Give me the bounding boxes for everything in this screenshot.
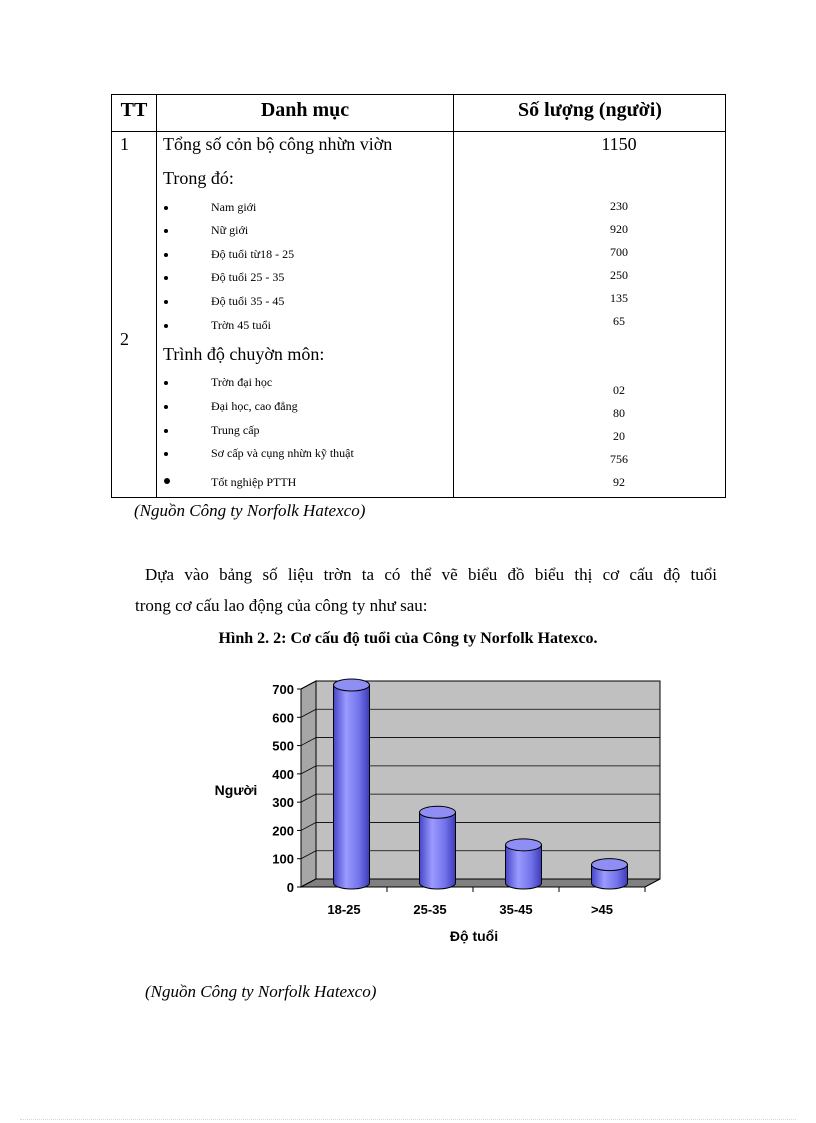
bar-top: [420, 806, 456, 818]
list-item-value: 135: [610, 291, 628, 305]
header-quantity: Số lượng (người): [518, 99, 662, 121]
list-item-label: Độ tuổi từ18 - 25: [211, 247, 295, 261]
x-tick-label: 25-35: [413, 902, 447, 917]
x-tick-label: >45: [590, 902, 614, 917]
y-tick-label: 300: [272, 795, 294, 811]
bar-body: [420, 812, 456, 889]
x-tick-label: 35-45: [499, 902, 533, 917]
bar-top: [592, 859, 628, 871]
bar->45: [592, 859, 628, 889]
list-item-value: 80: [613, 406, 625, 420]
table-source-note: (Nguồn Công ty Norfolk Hatexco): [134, 501, 366, 520]
y-tick-label: 200: [272, 823, 294, 839]
list-item-value: 92: [613, 475, 625, 489]
list-item-label: Trờn 45 tuổi: [211, 318, 271, 332]
bar-body: [334, 685, 370, 889]
row1-tt: 1: [120, 134, 129, 154]
list-item-label: Sơ cấp và cụng nhừn kỹ thuật: [211, 446, 354, 460]
y-tick-label: 500: [272, 738, 294, 754]
x-axis-title: Độ tuổi: [449, 928, 499, 944]
plot-side-wall: [301, 681, 316, 887]
bar-25-35: [420, 806, 456, 889]
row2-tt: 2: [120, 329, 129, 349]
x-tick-label: 18-25: [327, 902, 361, 917]
list-item-value: 230: [610, 199, 628, 213]
y-tick-label: 700: [272, 682, 294, 697]
list-item-value: 02: [613, 383, 625, 397]
list-item-value: 250: [610, 268, 628, 282]
chart-source-note: (Nguồn Công ty Norfolk Hatexco): [145, 982, 377, 1001]
page-bottom-border: [20, 1119, 796, 1120]
list-item-label: Tốt nghiệp PTTH: [211, 475, 297, 489]
list-item-label: Trờn đại học: [211, 375, 273, 389]
paragraph-line-1: Dựa vào bảng số liệu trờn ta có thể vẽ biểu đồ biểu thị cơ cấu độ tuổi: [145, 565, 717, 584]
bar-top: [334, 679, 370, 691]
header-category: Danh mục: [260, 99, 350, 121]
paragraph-line-2: trong cơ cấu lao động của công ty như sau:: [135, 596, 428, 615]
y-axis-title: Người: [214, 782, 258, 798]
y-tick-label: 100: [272, 851, 294, 867]
list-item-label: Nữ giới: [211, 223, 249, 237]
list-item-label: Nam giới: [211, 200, 257, 214]
group-age-gender-title: Trong đó:: [163, 168, 234, 188]
y-tick-label: 400: [272, 766, 294, 782]
figure-title: Hình 2. 2: Cơ cấu độ tuổi của Công ty Norfolk Hatexco.: [218, 630, 598, 647]
list-item-value: 756: [610, 452, 628, 466]
list-item-label: Độ tuổi 25 - 35: [211, 270, 285, 284]
list-item-value: 20: [613, 429, 625, 443]
row1-label: Tổng số cỏn bộ công nhừn viờn: [163, 134, 393, 154]
list-item-label: Trung cấp: [211, 423, 260, 437]
group-qualification-title: Trình độ chuyờn môn:: [163, 344, 325, 364]
bar-18-25: [334, 679, 370, 889]
list-item-value: 65: [613, 314, 625, 328]
list-item-label: Độ tuổi 35 - 45: [211, 294, 285, 308]
row1-value: 1150: [601, 134, 637, 154]
bar-35-45: [506, 839, 542, 889]
y-tick-label: 600: [272, 710, 294, 726]
list-item-label: Đại học, cao đẳng: [211, 399, 298, 413]
header-tt: TT: [120, 99, 148, 121]
bar-body: [506, 845, 542, 889]
bar-top: [506, 839, 542, 851]
list-item-value: 920: [610, 222, 628, 236]
y-tick-label: 0: [286, 880, 294, 895]
list-item-value: 700: [610, 245, 628, 259]
